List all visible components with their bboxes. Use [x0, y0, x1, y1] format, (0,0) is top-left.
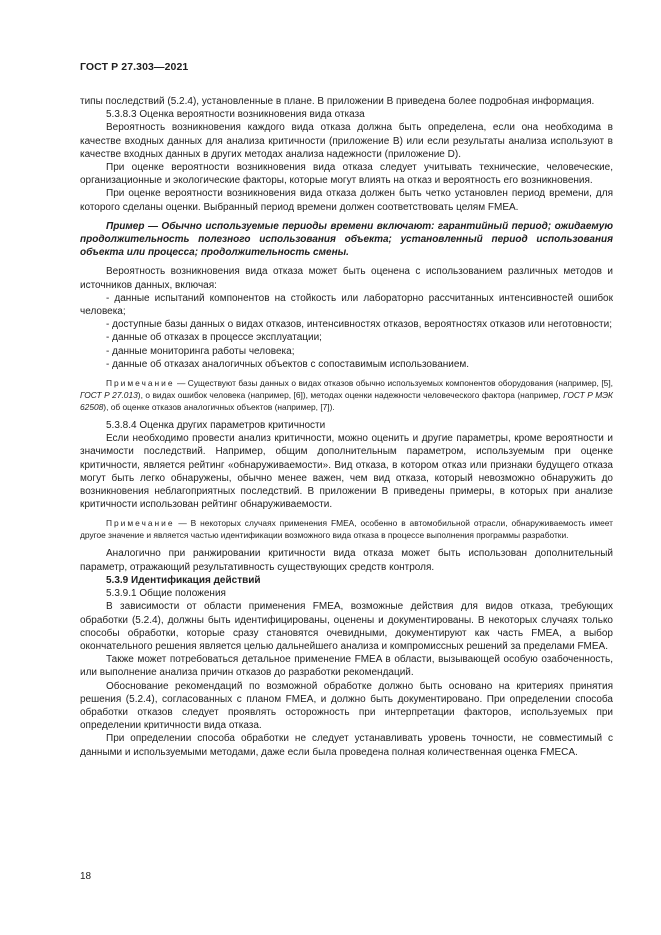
page-number: 18 [80, 871, 92, 882]
list-item: - доступные базы данных о видах отказов, интенсивностях отказов, вероятностях отказов или неготовности; [106, 319, 612, 331]
standard-reference: ГОСТ Р МЭК 62508 [80, 390, 613, 413]
paragraph: При оценке вероятности возникновения вида отказа должен быть четко установлен период времени, для которого сделаны оценки. Выбранный период времени должен соответствовать целям FMEA. [80, 188, 613, 213]
list-item: - данные об отказах в процессе эксплуатации; [106, 332, 322, 344]
document-header: ГОСТ Р 27.303—2021 [80, 61, 189, 73]
note-label: Примечание [106, 518, 175, 529]
example-text: гарантийный период; ожидаемую продолжительность полезного использования объекта; установленный период использования объекта или процесса; продолжительность смены. [80, 220, 613, 259]
list-item: - данные испытаний компонентов на стойкость или лабораторно рассчитанных интенсивностей ошибок человека; [80, 292, 613, 318]
section-heading-5-3-9: 5.3.9 Идентификация действий [106, 574, 261, 586]
paragraph: При оценке вероятности возникновения вида отказа следует учитывать технические, человеческие, организационные и экологические факторы, которые могут влиять на отказ и вероятность его возникновения. [80, 162, 613, 187]
paragraph: Если необходимо провести анализ критичности, можно оценить и другие параметры, кроме вероятности и значимости последствий. Например, общим дополнительным параметром, используемым при оценке критичности, является рейтинг «обнаруживаемости». Вид отказа, в котором отказ или признаки будущего отказа могут быть легко обнаружены, обычно менее важен, чем вид отказа, который невозможно обнаружить до возникновения неблагоприятных последствий. В приложении В приведены примеры, в которых при анализе критичности использован рейтинг обнаруживаемости. [80, 433, 613, 511]
paragraph: типы последствий (5.2.4), установленные в плане. В приложении В приведена более подробная информация. [80, 96, 595, 107]
section-heading-5-3-9-1: 5.3.9.1 Общие положения [106, 588, 226, 600]
note-block: Примечание — Существуют базы данных о видах отказов обычно используемых компонентов оборудования (например, [5], ГОСТ Р 27.013), о видах ошибок человека (например, [6]), методах оценки надежности человеческого фактора (например, ГОСТ Р МЭК 62508), об оценке отказов аналогичных объектов (например, [7]). [80, 378, 613, 413]
paragraph: В зависимости от области применения FMEA, возможные действия для видов отказа, требующих обработки (5.2.4), должны быть идентифицированы, оценены и документированы. В некоторых случаях только способы обработки, которые сразу становятся очевидными, документируют как часть FMEA, а выбор окончательного решения является целью дальнейшего анализа и компромиссных решений за пределами FMEA. [80, 601, 613, 652]
list-item: - данные об отказах аналогичных объектов с сопоставимым использованием. [106, 358, 470, 370]
paragraph: При определении способа обработки не следует устанавливать уровень точности, не совместимый с данными и используемыми методами, даже если была проведена полная количественная оценка FMECA. [80, 733, 613, 758]
paragraph: Вероятность возникновения вида отказа может быть оценена с использованием различных методов и источников данных, включая: [80, 266, 613, 291]
list-item: - данные мониторинга работы человека; [106, 345, 295, 357]
example-label: Пример — Обычно используемые периоды времени включают: [106, 220, 435, 232]
example-block [80, 220, 613, 260]
section-heading-5-3-8-3: 5.3.8.3 Оценка вероятности возникновения вида отказа [106, 109, 365, 121]
paragraph: Аналогично при ранжировании критичности вида отказа может быть использован дополнительный параметр, отражающий результативность существующих средств контроля. [80, 548, 613, 573]
section-heading-5-3-8-4: 5.3.8.4 Оценка других параметров критичности [106, 420, 326, 432]
note-label: Примечание [106, 378, 175, 389]
page-body [80, 95, 613, 759]
paragraph: Обоснование рекомендаций по возможной обработке должно быть основано на критериях принятия решения (5.2.4), согласованных с планом FMEA, и должно быть документировано. При определении способа обработки отказов следует проявлять осторожность при интерпретации факторов, используемых при определении критичности вида отказа. [80, 680, 613, 732]
paragraph: Вероятность возникновения каждого вида отказа должна быть определена, если она необходима в качестве входных данных для анализа критичности (приложение В) или если результаты анализа используют в качестве входных данных в других методах анализа надежности (приложение D). [80, 122, 613, 160]
note-block: Примечание — В некоторых случаях применения FMEA, особенно в автомобильной отрасли, обнаруживаемость имеет другое значение и является частью идентификации возможного вида отказа в процессе выполнения программы разработки. [80, 518, 613, 541]
standard-reference: ГОСТ Р 27.013 [80, 390, 138, 401]
paragraph: Также может потребоваться детальное применение FMEA в области, вызывающей особую озабоченность, или выполнение анализа причин отказов до разработки рекомендаций. [80, 654, 613, 679]
